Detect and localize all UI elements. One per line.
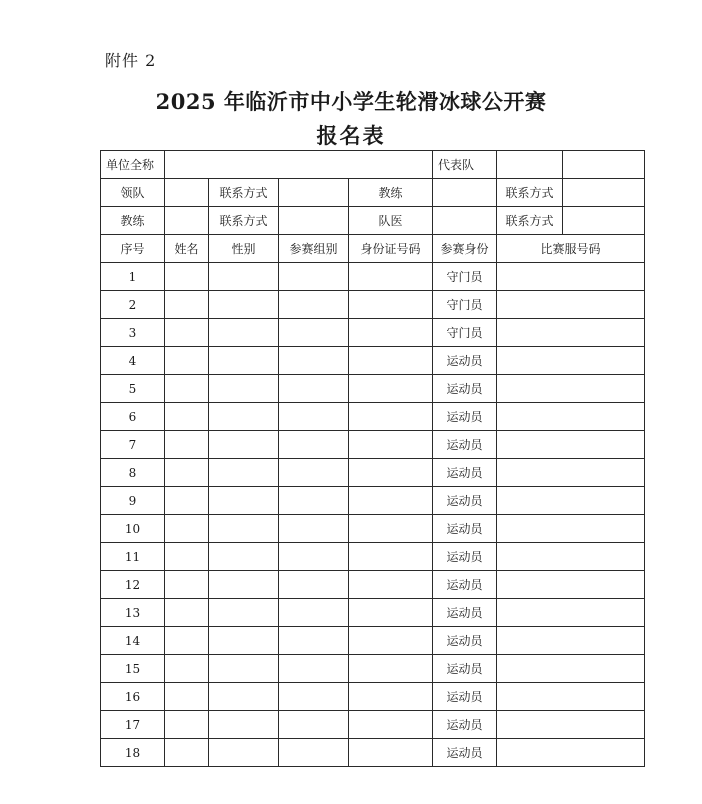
group-cell[interactable]	[279, 431, 349, 459]
attachment-label: 附件 2	[105, 51, 157, 70]
col-header-role: 参赛身份	[433, 235, 497, 263]
role-cell: 运动员	[433, 403, 497, 431]
group-cell[interactable]	[279, 711, 349, 739]
name-cell[interactable]	[165, 403, 209, 431]
role-cell: 守门员	[433, 291, 497, 319]
leader-contact-field[interactable]	[279, 179, 349, 207]
role-cell: 运动员	[433, 347, 497, 375]
row-number: 14	[101, 627, 165, 655]
role-cell: 守门员	[433, 263, 497, 291]
unit-row	[101, 151, 645, 179]
row-number: 2	[101, 291, 165, 319]
gender-cell[interactable]	[209, 375, 279, 403]
group-cell[interactable]	[279, 291, 349, 319]
name-cell[interactable]	[165, 263, 209, 291]
id-number-cell[interactable]	[349, 375, 433, 403]
jersey-number-cell[interactable]	[497, 739, 645, 767]
group-cell[interactable]	[279, 627, 349, 655]
group-cell[interactable]	[279, 655, 349, 683]
jersey-number-cell[interactable]	[497, 375, 645, 403]
unit-name-field[interactable]	[165, 151, 433, 179]
id-number-cell[interactable]	[349, 571, 433, 599]
coach-label-2: 教练	[101, 207, 165, 235]
gender-cell[interactable]	[209, 347, 279, 375]
group-cell[interactable]	[279, 375, 349, 403]
coach-field[interactable]	[433, 179, 497, 207]
table-row	[101, 431, 645, 459]
gender-cell[interactable]	[209, 431, 279, 459]
jersey-number-cell[interactable]	[497, 263, 645, 291]
id-number-cell[interactable]	[349, 403, 433, 431]
name-cell[interactable]	[165, 711, 209, 739]
id-number-cell[interactable]	[349, 347, 433, 375]
group-cell[interactable]	[279, 599, 349, 627]
jersey-number-cell[interactable]	[497, 403, 645, 431]
group-cell[interactable]	[279, 739, 349, 767]
team-label: 代表队	[433, 151, 497, 179]
gender-cell[interactable]	[209, 515, 279, 543]
role-cell: 运动员	[433, 571, 497, 599]
name-cell[interactable]	[165, 739, 209, 767]
id-number-cell[interactable]	[349, 655, 433, 683]
role-cell: 运动员	[433, 431, 497, 459]
team-field[interactable]	[497, 151, 563, 179]
role-cell: 运动员	[433, 487, 497, 515]
col-header-no: 序号	[101, 235, 165, 263]
coach-contact-field-2[interactable]	[279, 207, 349, 235]
row-number: 11	[101, 543, 165, 571]
table-row	[101, 319, 645, 347]
group-cell[interactable]	[279, 403, 349, 431]
name-cell[interactable]	[165, 347, 209, 375]
row-number: 7	[101, 431, 165, 459]
row-number: 5	[101, 375, 165, 403]
coach-field-2[interactable]	[165, 207, 209, 235]
group-cell[interactable]	[279, 459, 349, 487]
leader-row	[101, 179, 645, 207]
gender-cell[interactable]	[209, 739, 279, 767]
table-row	[101, 655, 645, 683]
coach-label: 教练	[349, 179, 433, 207]
doctor-contact-label: 联系方式	[497, 207, 563, 235]
group-cell[interactable]	[279, 487, 349, 515]
id-number-cell[interactable]	[349, 711, 433, 739]
row-number: 12	[101, 571, 165, 599]
coach-contact-label: 联系方式	[497, 179, 563, 207]
name-cell[interactable]	[165, 459, 209, 487]
name-cell[interactable]	[165, 431, 209, 459]
name-cell[interactable]	[165, 291, 209, 319]
name-cell[interactable]	[165, 319, 209, 347]
jersey-number-cell[interactable]	[497, 655, 645, 683]
table-row	[101, 263, 645, 291]
role-cell: 运动员	[433, 515, 497, 543]
role-cell: 运动员	[433, 739, 497, 767]
jersey-number-cell[interactable]	[497, 319, 645, 347]
table-row	[101, 515, 645, 543]
name-cell[interactable]	[165, 655, 209, 683]
row-number: 9	[101, 487, 165, 515]
jersey-number-cell[interactable]	[497, 291, 645, 319]
jersey-number-cell[interactable]	[497, 543, 645, 571]
row-number: 18	[101, 739, 165, 767]
registration-table	[100, 150, 645, 767]
row-number: 4	[101, 347, 165, 375]
row-number: 16	[101, 683, 165, 711]
id-number-cell[interactable]	[349, 515, 433, 543]
table-row	[101, 403, 645, 431]
table-row	[101, 487, 645, 515]
jersey-number-cell[interactable]	[497, 515, 645, 543]
jersey-number-cell[interactable]	[497, 347, 645, 375]
name-cell[interactable]	[165, 487, 209, 515]
coach-contact-label-2: 联系方式	[209, 207, 279, 235]
id-number-cell[interactable]	[349, 263, 433, 291]
col-header-jersey-number: 比赛服号码	[497, 235, 645, 263]
leader-field[interactable]	[165, 179, 209, 207]
group-cell[interactable]	[279, 347, 349, 375]
table-row	[101, 291, 645, 319]
id-number-cell[interactable]	[349, 627, 433, 655]
gender-cell[interactable]	[209, 543, 279, 571]
row-number: 15	[101, 655, 165, 683]
name-cell[interactable]	[165, 683, 209, 711]
id-number-cell[interactable]	[349, 683, 433, 711]
row-number: 3	[101, 319, 165, 347]
leader-label: 领队	[101, 179, 165, 207]
jersey-number-cell[interactable]	[497, 487, 645, 515]
col-header-name: 姓名	[165, 235, 209, 263]
row-number: 8	[101, 459, 165, 487]
table-row	[101, 627, 645, 655]
table-row	[101, 683, 645, 711]
table-row	[101, 543, 645, 571]
role-cell: 运动员	[433, 459, 497, 487]
team-field-extra[interactable]	[563, 151, 645, 179]
id-number-cell[interactable]	[349, 543, 433, 571]
group-cell[interactable]	[279, 319, 349, 347]
name-cell[interactable]	[165, 375, 209, 403]
row-number: 10	[101, 515, 165, 543]
coach-row	[101, 207, 645, 235]
name-cell[interactable]	[165, 515, 209, 543]
doctor-field[interactable]	[433, 207, 497, 235]
role-cell: 运动员	[433, 711, 497, 739]
table-row	[101, 739, 645, 767]
group-cell[interactable]	[279, 683, 349, 711]
column-header-row	[101, 235, 645, 263]
col-header-gender: 性别	[209, 235, 279, 263]
role-cell: 守门员	[433, 319, 497, 347]
gender-cell[interactable]	[209, 263, 279, 291]
id-number-cell[interactable]	[349, 739, 433, 767]
document-title: 2025 年临沂市中小学生轮滑冰球公开赛	[155, 89, 547, 114]
name-cell[interactable]	[165, 571, 209, 599]
group-cell[interactable]	[279, 571, 349, 599]
gender-cell[interactable]	[209, 403, 279, 431]
unit-name-label: 单位全称	[101, 151, 165, 179]
gender-cell[interactable]	[209, 655, 279, 683]
name-cell[interactable]	[165, 599, 209, 627]
row-number: 1	[101, 263, 165, 291]
gender-cell[interactable]	[209, 599, 279, 627]
document-subtitle: 报名表	[316, 123, 386, 148]
gender-cell[interactable]	[209, 487, 279, 515]
table-row	[101, 599, 645, 627]
id-number-cell[interactable]	[349, 459, 433, 487]
row-number: 6	[101, 403, 165, 431]
gender-cell[interactable]	[209, 291, 279, 319]
group-cell[interactable]	[279, 263, 349, 291]
role-cell: 运动员	[433, 683, 497, 711]
group-cell[interactable]	[279, 543, 349, 571]
leader-contact-label: 联系方式	[209, 179, 279, 207]
gender-cell[interactable]	[209, 627, 279, 655]
table-row	[101, 459, 645, 487]
jersey-number-cell[interactable]	[497, 431, 645, 459]
role-cell: 运动员	[433, 375, 497, 403]
gender-cell[interactable]	[209, 319, 279, 347]
table-row	[101, 571, 645, 599]
id-number-cell[interactable]	[349, 319, 433, 347]
gender-cell[interactable]	[209, 571, 279, 599]
role-cell: 运动员	[433, 627, 497, 655]
id-number-cell[interactable]	[349, 291, 433, 319]
name-cell[interactable]	[165, 543, 209, 571]
jersey-number-cell[interactable]	[497, 459, 645, 487]
role-cell: 运动员	[433, 543, 497, 571]
jersey-number-cell[interactable]	[497, 571, 645, 599]
jersey-number-cell[interactable]	[497, 711, 645, 739]
jersey-number-cell[interactable]	[497, 599, 645, 627]
table-row	[101, 347, 645, 375]
gender-cell[interactable]	[209, 683, 279, 711]
coach-contact-field[interactable]	[563, 179, 645, 207]
row-number: 13	[101, 599, 165, 627]
col-header-id-number: 身份证号码	[349, 235, 433, 263]
jersey-number-cell[interactable]	[497, 683, 645, 711]
group-cell[interactable]	[279, 515, 349, 543]
table-row	[101, 711, 645, 739]
doctor-contact-field[interactable]	[563, 207, 645, 235]
id-number-cell[interactable]	[349, 599, 433, 627]
row-number: 17	[101, 711, 165, 739]
gender-cell[interactable]	[209, 459, 279, 487]
jersey-number-cell[interactable]	[497, 627, 645, 655]
id-number-cell[interactable]	[349, 431, 433, 459]
col-header-group: 参赛组别	[279, 235, 349, 263]
id-number-cell[interactable]	[349, 487, 433, 515]
role-cell: 运动员	[433, 599, 497, 627]
name-cell[interactable]	[165, 627, 209, 655]
gender-cell[interactable]	[209, 711, 279, 739]
role-cell: 运动员	[433, 655, 497, 683]
table-row	[101, 375, 645, 403]
doctor-label: 队医	[349, 207, 433, 235]
